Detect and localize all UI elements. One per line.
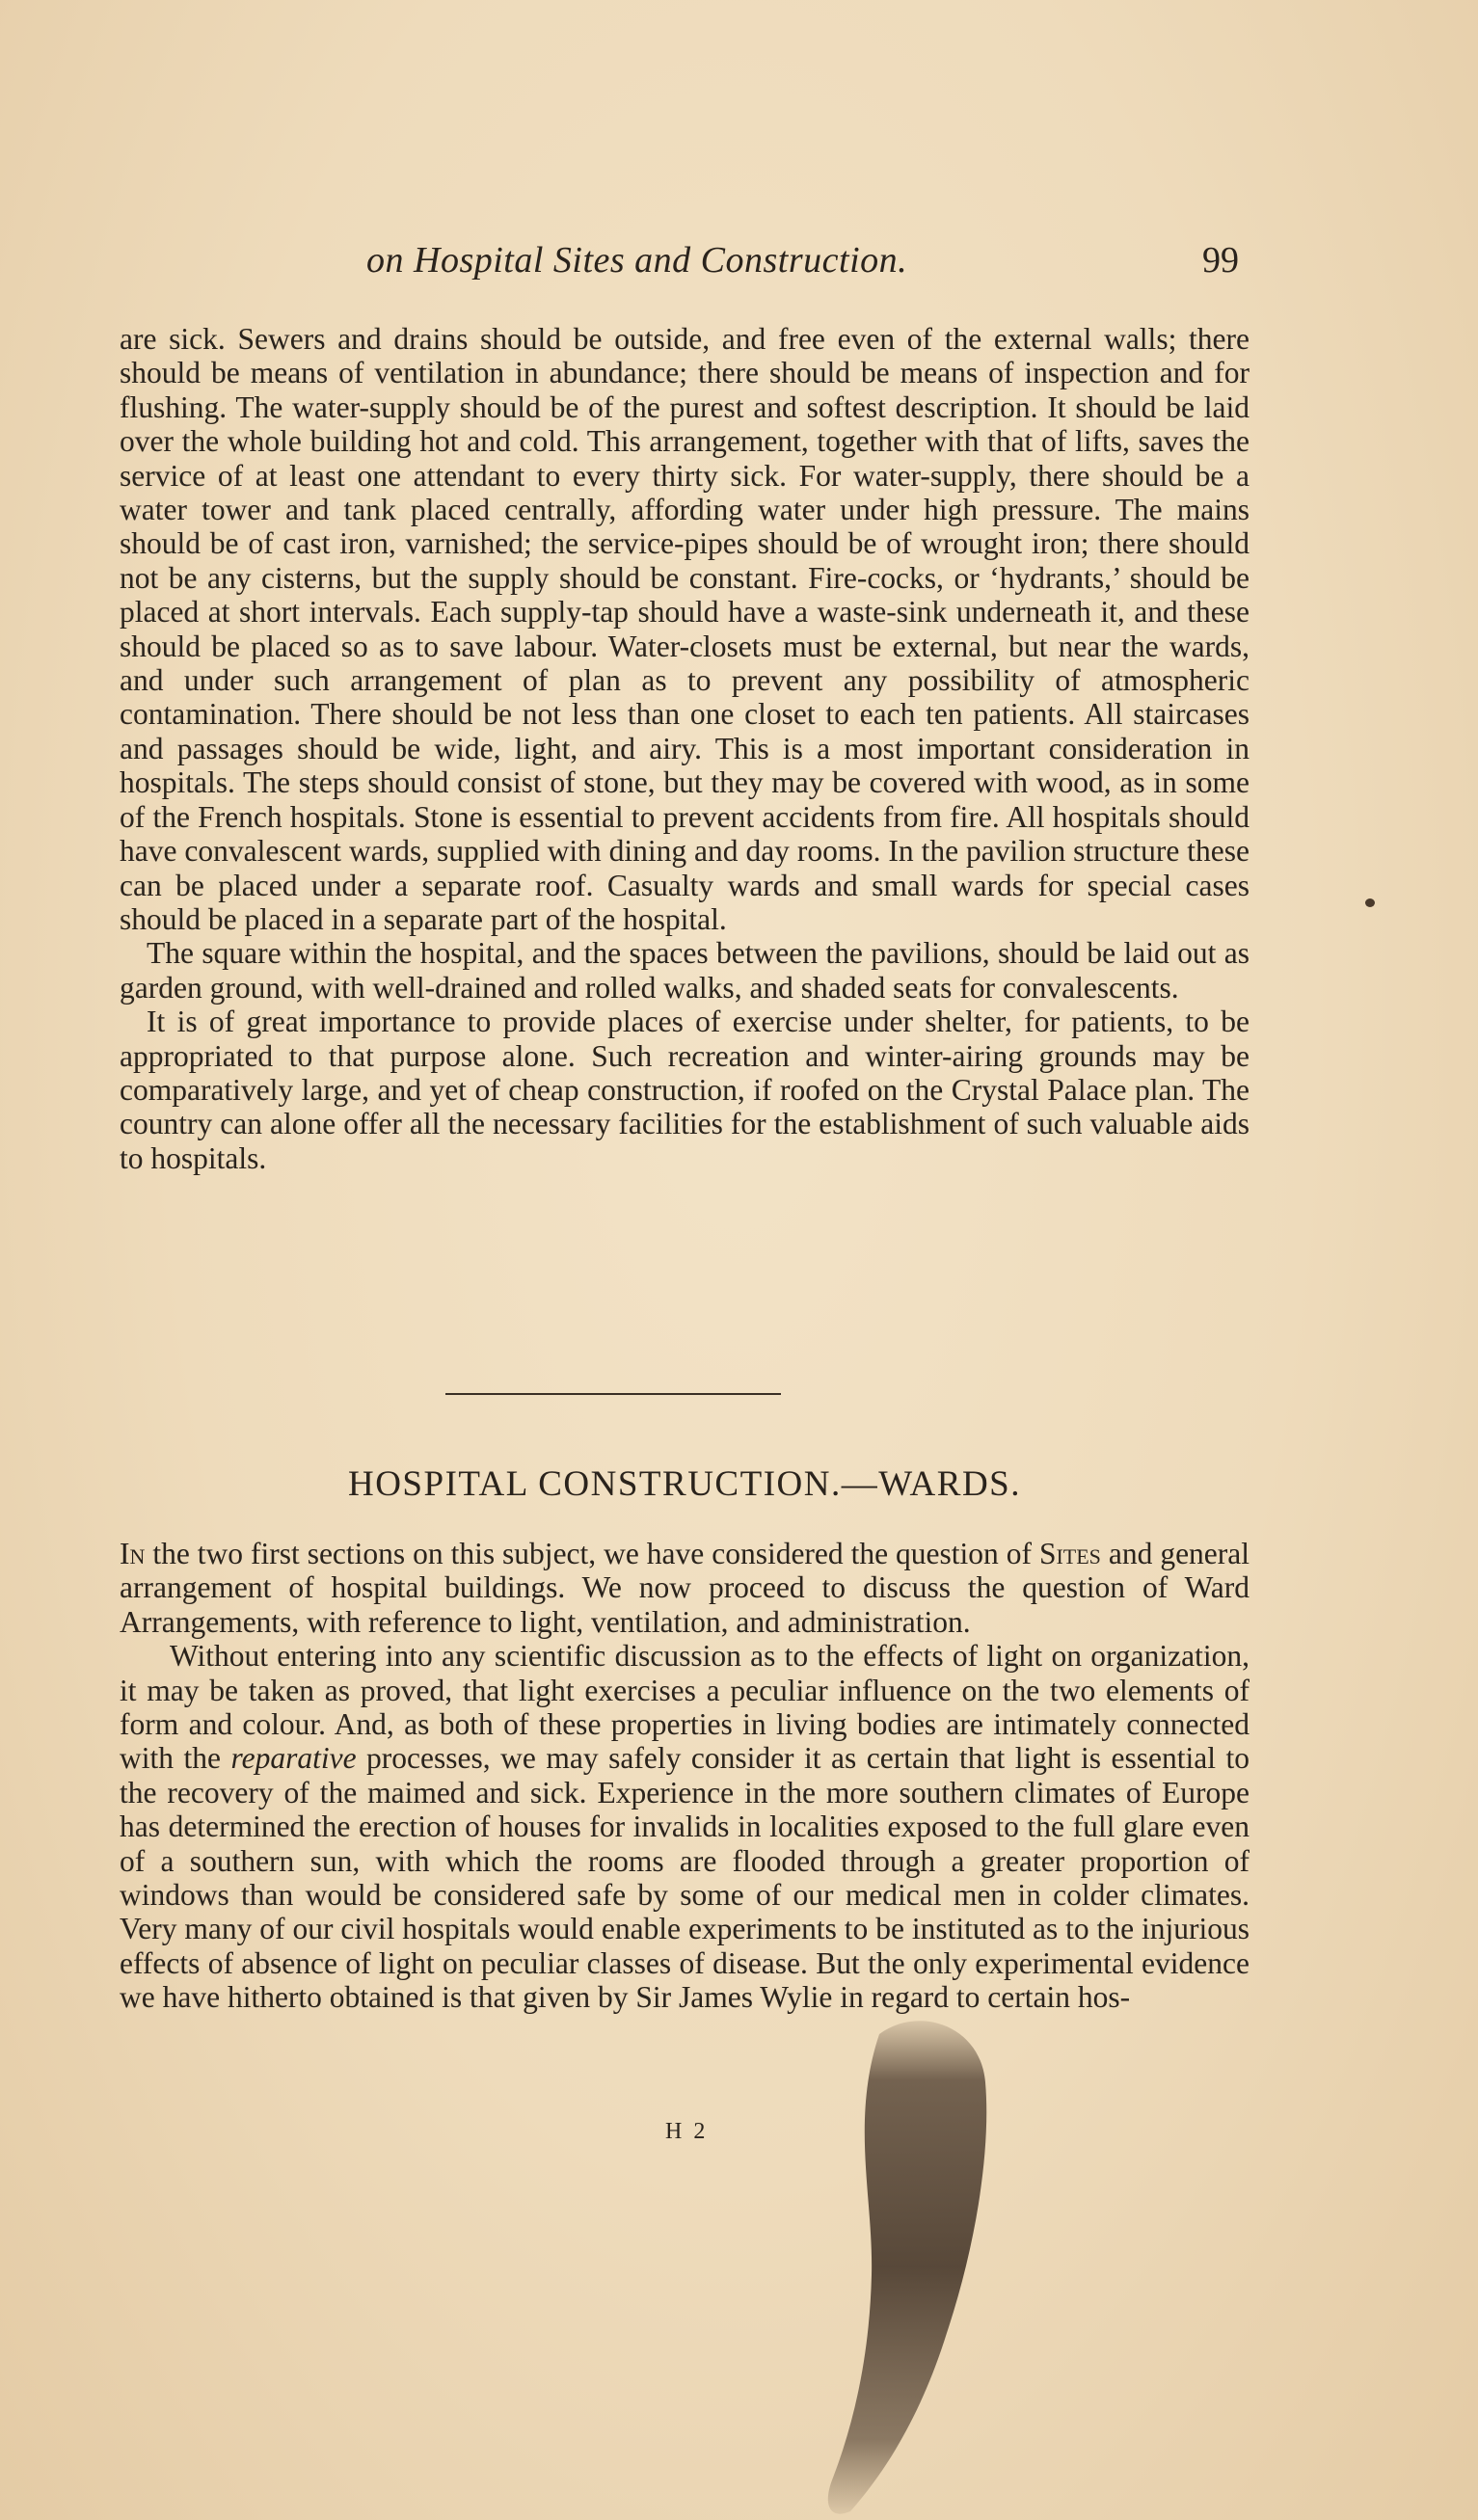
paragraph: The square within the hospital, and the spaces between the pavilions, should be laid out as garden ground, with well-drained and rolled walks, and shaded seats for convalescents. — [120, 936, 1250, 1005]
section-heading: HOSPITAL CONSTRUCTION.—WARDS. — [347, 1464, 1021, 1504]
running-head — [116, 239, 1249, 297]
small-caps-term: Sites — [1038, 1537, 1101, 1570]
italic-term: reparative — [230, 1741, 357, 1776]
signature-mark: H 2 — [665, 2119, 709, 2144]
running-title: on Hospital Sites and Construction. — [366, 240, 908, 281]
section-divider-rule — [445, 1393, 781, 1395]
text-run: processes, we may safely consider it as certain that light is essential to the recovery of the maimed and sick. Experience in the more southern climates of Europe has determined the erection of houses for invalids in localities exposed to the full glare even of a southern sun, with which the rooms are flooded through a greater proportion of windows than would be considered safe by some of our medical men in colder climates. Very many of our civil hospitals would enable experiments to be instituted as to the injurious effects of absence of light on peculiar classes of disease. But the only experimental evidence we have hitherto obtained is that given by Sir James Wylie in regard to certain hos- — [120, 1741, 1250, 2015]
page-number: 99 — [1202, 240, 1239, 281]
section-text — [120, 1537, 1250, 2015]
ink-speck — [1365, 898, 1375, 907]
continued-text — [120, 322, 1250, 1175]
text-run: and general arrangement of hospital buildings. We now proceed to discuss the question of Ward Arrangements, with reference to light, ventilation, and administration. — [120, 1537, 1250, 1639]
paragraph: It is of great importance to provide places of exercise under shelter, for patients, to be appropriated to that purpose alone. Such recreation and winter-airing grounds may be comparatively large, and yet of cheap construction, if roofed on the Crystal Palace plan. The country can alone offer all the necessary facilities for the establishment of such valuable aids to hospitals. — [120, 1005, 1250, 1175]
lead-initial: In — [120, 1537, 146, 1570]
text-run: Without entering into any scientific discussion as to the effects of light on organization, it may be taken as proved, that light exercises a peculiar influence on the two elements of form and colour. And, as both of these properties in living bodies are intimately connected with the — [120, 1639, 1250, 1776]
paragraph — [120, 1537, 1250, 1639]
paragraph: are sick. Sewers and drains should be outside, and free even of the external walls; there should be means of ventilation in abundance; there should be means of inspection and for flushing. The water-supply should be of the purest and softest description. It should be laid over the whole building hot and cold. This arrangement, together with that of lifts, saves the service of at least one attendant to every thirty sick. For water-supply, there should be a water tower and tank placed centrally, affording water under high pressure. The mains should be of cast iron, varnished; the service-pipes should be of wrought iron; there should not be any cisterns, but the supply should be constant. Fire-cocks, or ‘hydrants,’ should be placed at short intervals. Each supply-tap should have a waste-sink underneath it, and these should be placed so as to save labour. Water-closets must be external, but near the wards, and under such arrangement of plan as to prevent any possibility of atmospheric contamination. There should be not less than one closet to each ten patients. All staircases and passages should be wide, light, and airy. This is a most important consideration in hospitals. The steps should consist of stone, but they may be covered with wood, as in some of the French hospitals. Stone is essential to prevent accidents from fire. All hospitals should have convalescent wards, supplied with dining and day rooms. In the pavilion structure these can be placed under a separate roof. Casualty wards and small wards for special cases should be placed in a separate part of the hospital. — [120, 322, 1250, 936]
paragraph — [120, 1639, 1250, 2014]
text-run: the two first sections on this subject, we have considered the question of — [145, 1537, 1039, 1570]
ink-smudge — [812, 2005, 995, 2520]
